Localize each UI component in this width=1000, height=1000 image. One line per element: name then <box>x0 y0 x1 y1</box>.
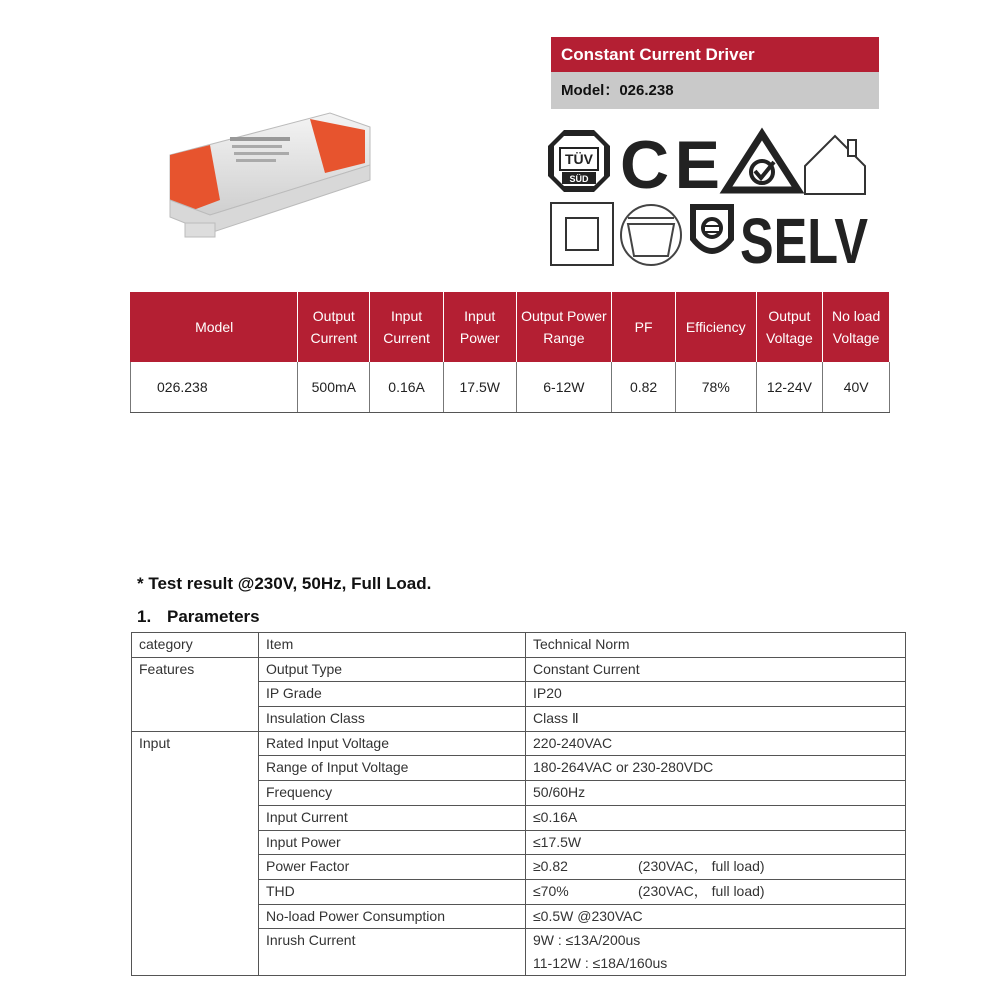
value-cell <box>526 855 906 880</box>
value-text: 11-12W : ≤18A/160us <box>533 955 668 972</box>
summary-cell: 40V <box>823 362 890 413</box>
model-label: Model： <box>561 82 620 99</box>
table-row <box>132 657 906 682</box>
summary-cell: 17.5W <box>443 362 516 413</box>
value-cell: 180-264VAC or 230-280VDC <box>526 756 906 781</box>
summary-table <box>130 291 890 413</box>
summary-header-cell: Model <box>131 292 298 363</box>
value-cell: Constant Current <box>526 657 906 682</box>
ce-mark-icon: CE <box>620 127 720 203</box>
item-cell: Insulation Class <box>259 707 526 732</box>
summary-header-cell: Output Current <box>298 292 370 363</box>
value-cell: ≤0.16A <box>526 805 906 830</box>
category-cell: Input <box>132 731 259 976</box>
param-header-cell: category <box>132 633 259 658</box>
value-cell: Class Ⅱ <box>526 707 906 732</box>
product-title: Constant Current Driver <box>551 37 879 72</box>
model-banner <box>551 72 879 109</box>
param-header-cell: Item <box>259 633 526 658</box>
double-insulation-icon <box>551 203 613 265</box>
summary-cell: 0.16A <box>370 362 444 413</box>
summary-header-cell: PF <box>612 292 676 363</box>
product-image <box>160 105 380 255</box>
summary-header-row <box>131 292 890 363</box>
param-header-cell: Technical Norm <box>526 633 906 658</box>
item-cell: Input Power <box>259 830 526 855</box>
value-cell <box>526 879 906 904</box>
summary-header-cell: Efficiency <box>675 292 756 363</box>
section-heading <box>137 607 260 627</box>
tuv-label: TÜV <box>565 151 593 167</box>
value-cell: 220-240VAC <box>526 731 906 756</box>
item-cell: IP Grade <box>259 682 526 707</box>
parameters-table <box>131 632 906 976</box>
value-cell: 50/60Hz <box>526 781 906 806</box>
summary-header-cell: No load Voltage <box>823 292 890 363</box>
summary-cell: 026.238 <box>131 362 298 413</box>
item-cell: Inrush Current <box>259 929 526 976</box>
value-cell: ≤0.5W @230VAC <box>526 904 906 929</box>
value-cell <box>526 929 906 976</box>
summary-header-cell: Output Power Range <box>516 292 612 363</box>
summary-header-cell: Input Current <box>370 292 444 363</box>
summary-header-cell: Input Power <box>443 292 516 363</box>
condition-text: (230VAC， full load) <box>638 858 765 875</box>
temperature-mark-icon <box>621 205 681 265</box>
model-value: 026.238 <box>619 82 674 99</box>
tuv-sud-label: SÜD <box>569 174 589 184</box>
test-note: * Test result @230V, 50Hz, Full Load. <box>137 574 432 593</box>
section-title: Parameters <box>167 607 260 626</box>
selv-mark-icon: SELV <box>740 205 869 277</box>
item-cell: No-load Power Consumption <box>259 904 526 929</box>
summary-row <box>131 362 890 413</box>
value-text: ≤70% <box>533 882 569 899</box>
category-cell: Features <box>132 657 259 731</box>
value-text: 9W : ≤13A/200us <box>533 932 641 949</box>
summary-cell: 0.82 <box>612 362 676 413</box>
table-row <box>132 731 906 756</box>
item-cell: Output Type <box>259 657 526 682</box>
parameters-header-row <box>132 633 906 658</box>
indoor-use-icon <box>805 136 865 194</box>
item-cell: THD <box>259 879 526 904</box>
value-cell: ≤17.5W <box>526 830 906 855</box>
value-text: ≥0.82 <box>533 858 568 875</box>
condition-text: (230VAC， full load) <box>638 882 765 899</box>
summary-cell: 6-12W <box>516 362 612 413</box>
certification-marks <box>548 127 873 277</box>
summary-cell: 12-24V <box>756 362 823 413</box>
item-cell: Input Current <box>259 805 526 830</box>
rcm-mark-icon <box>726 134 798 190</box>
section-number: 1. <box>137 607 152 626</box>
item-cell: Power Factor <box>259 855 526 880</box>
safety-transformer-icon <box>690 204 734 254</box>
tuv-sud-icon <box>548 130 610 192</box>
summary-header-cell: Output Voltage <box>756 292 823 363</box>
value-cell: IP20 <box>526 682 906 707</box>
summary-cell: 78% <box>675 362 756 413</box>
item-cell: Rated Input Voltage <box>259 731 526 756</box>
summary-cell: 500mA <box>298 362 370 413</box>
item-cell: Frequency <box>259 781 526 806</box>
item-cell: Range of Input Voltage <box>259 756 526 781</box>
